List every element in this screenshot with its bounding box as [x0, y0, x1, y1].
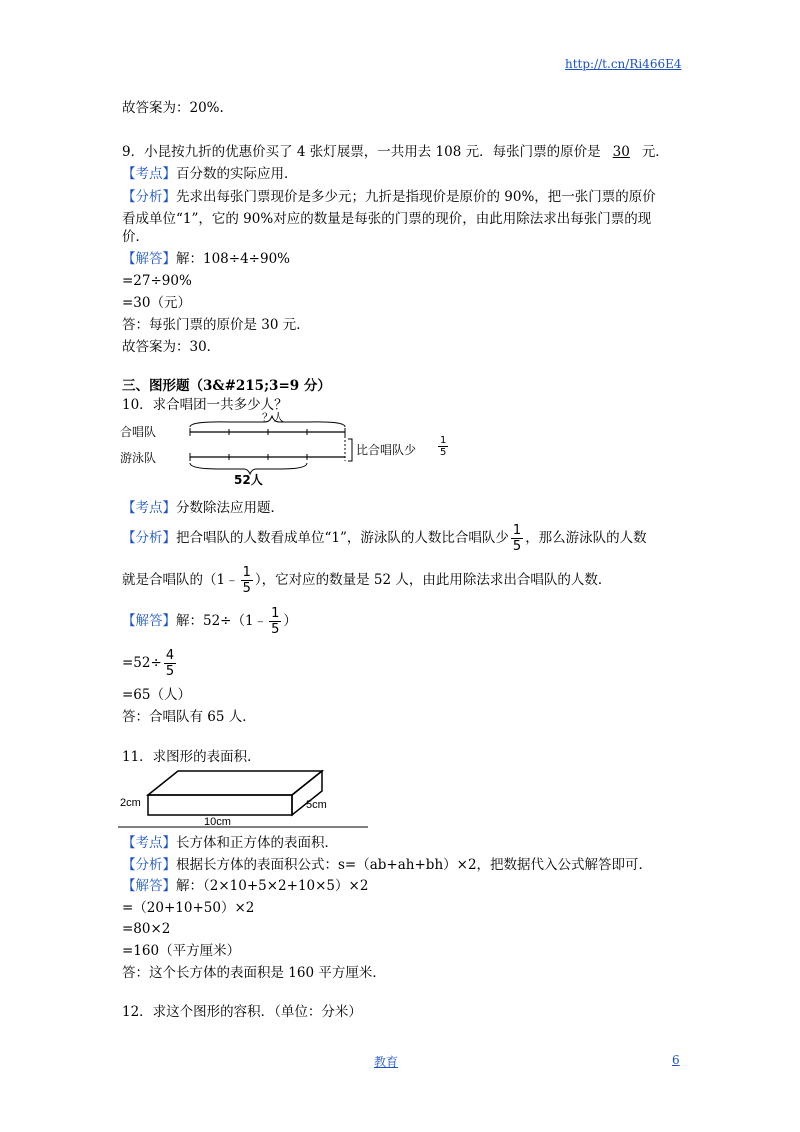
length-label: 10cm [204, 816, 231, 828]
q10-jieda-text-b: ） [283, 613, 297, 629]
fraction-num: 1 [512, 523, 522, 538]
page-number: 6 [672, 1053, 680, 1067]
q9-answer: 答：每张门票的原价是 30 元． [122, 317, 310, 333]
swim-label: 游泳队 [120, 451, 157, 465]
jieda-tag: 【解答】 [122, 613, 176, 629]
jieda-tag: 【解答】 [122, 878, 176, 894]
fraction-den: 5 [242, 581, 251, 596]
less-fraction-den: 5 [440, 447, 447, 458]
four-fifths-fraction [164, 648, 176, 679]
q9-fenxi-text-1: 先求出每张门票现价是多少元；九折是指现价是原价的 90%，把一张门票的原价 [176, 189, 656, 205]
fraction-den: 5 [512, 539, 522, 554]
question-9-blank: 30 [612, 144, 630, 160]
kaodian-tag: 【考点】 [122, 835, 176, 851]
kaodian-tag: 【考点】 [122, 500, 176, 516]
q11-kaodian [122, 834, 338, 852]
one-fifth-fraction [241, 565, 253, 596]
question-10: 10．求合唱团一共多少人？ [122, 397, 288, 413]
segment-diagram [120, 411, 480, 487]
q10-jieda-text-c: =52÷ [122, 655, 162, 671]
q10-jieda-2 [122, 647, 178, 679]
q9-jieda-text: 解：108÷4÷90% [176, 251, 290, 267]
fraction-num: 1 [242, 565, 251, 580]
cuboid-svg [118, 767, 368, 831]
question-11: 11．求图形的表面积． [122, 749, 261, 765]
fenxi-tag: 【分析】 [122, 857, 176, 873]
cuboid-diagram [118, 767, 368, 831]
kaodian-tag: 【考点】 [122, 166, 176, 182]
q11-answer: 答：这个长方体的表面积是 160 平方厘米． [122, 965, 386, 981]
fenxi-tag: 【分析】 [122, 189, 176, 205]
q10-fenxi-2 [122, 565, 611, 596]
one-fifth-fraction [511, 523, 523, 554]
q10-answer: 答：合唱队有 65 人． [122, 709, 256, 725]
segment-diagram-svg [120, 415, 480, 485]
fenxi-tag: 【分析】 [122, 530, 176, 546]
q9-jieda-2: =27÷90% [122, 273, 192, 289]
question-9-text: 9．小昆按九折的优惠价买了 4 张灯展票，一共用去 108 元．每张门票的原价是 [122, 144, 601, 160]
q9-jieda-3: =30（元） [122, 295, 191, 311]
q11-fenxi [122, 856, 652, 874]
question-9-tail: 元． [641, 144, 669, 160]
q10-fenxi-1 [122, 523, 647, 554]
section-title: 三、图形题（3&#215;3=9 分） [122, 378, 331, 394]
q11-jieda-1 [122, 877, 368, 895]
q10-fenxi-text-d: ），它对应的数量是 52 人，由此用除法求出合唱队的人数． [254, 572, 612, 588]
jieda-tag: 【解答】 [122, 251, 176, 267]
header-url[interactable]: http://t.cn/Ri466E4 [565, 57, 682, 71]
q9-fenxi-1 [122, 188, 656, 206]
choir-label: 合唱队 [120, 425, 157, 439]
q10-fenxi-text-a: 把合唱队的人数看成单位“1”，游泳队的人数比合唱队少 [176, 530, 509, 546]
question-12: 12．求这个图形的容积．（单位：分米） [122, 1004, 362, 1020]
q9-final: 故答案为：30． [122, 339, 221, 355]
q9-kaodian [122, 165, 298, 183]
q10-jieda-1 [122, 606, 297, 637]
answer-line: 故答案为：20%. [122, 100, 224, 116]
q11-fenxi-text: 根据长方体的表面积公式：s=（ab+ah+bh）×2，把数据代入公式解答即可． [176, 857, 653, 873]
q11-jieda-4: =160（平方厘米） [122, 943, 241, 959]
q10-jieda-3: =65（人） [122, 687, 191, 703]
q10-fenxi-text-b: ，那么游泳队的人数 [525, 530, 647, 546]
q9-fenxi-2: 看成单位“1”，它的 90%对应的数量是每张的门票的现价，由此用除法求出每张门票的现 [122, 211, 652, 227]
q11-jieda-3: =80×2 [122, 921, 171, 937]
width-label: 5cm [306, 799, 327, 811]
q10-fenxi-text-c: 就是合唱队的（1﹣ [122, 572, 239, 588]
fraction-num: 1 [271, 606, 280, 621]
total-label: 52人 [234, 473, 263, 487]
less-fraction [438, 435, 448, 458]
q10-jieda-text-a: 解：52÷（1﹣ [176, 613, 268, 629]
question-label: ？人 [262, 411, 284, 424]
height-label: 2cm [120, 797, 141, 809]
q11-jieda-text: 解：（2×10+5×2+10×5）×2 [176, 878, 369, 894]
fraction-den: 5 [271, 622, 280, 637]
q10-kaodian-text: 分数除法应用题． [176, 500, 284, 516]
q9-kaodian-text: 百分数的实际应用． [176, 166, 298, 182]
less-label: 比合唱队少 [356, 443, 417, 457]
less-fraction-num: 1 [440, 435, 447, 446]
q11-jieda-2: =（20+10+50）×2 [122, 900, 255, 916]
q9-fenxi-3: 价． [122, 229, 149, 245]
q10-kaodian [122, 499, 284, 517]
q11-kaodian-text: 长方体和正方体的表面积． [176, 835, 338, 851]
footer-link[interactable]: 教育 [374, 1055, 399, 1069]
one-fifth-fraction [269, 606, 281, 637]
fraction-num: 4 [165, 648, 175, 663]
q9-jieda-1 [122, 250, 290, 268]
fraction-den: 5 [165, 664, 175, 679]
question-9 [122, 143, 669, 161]
